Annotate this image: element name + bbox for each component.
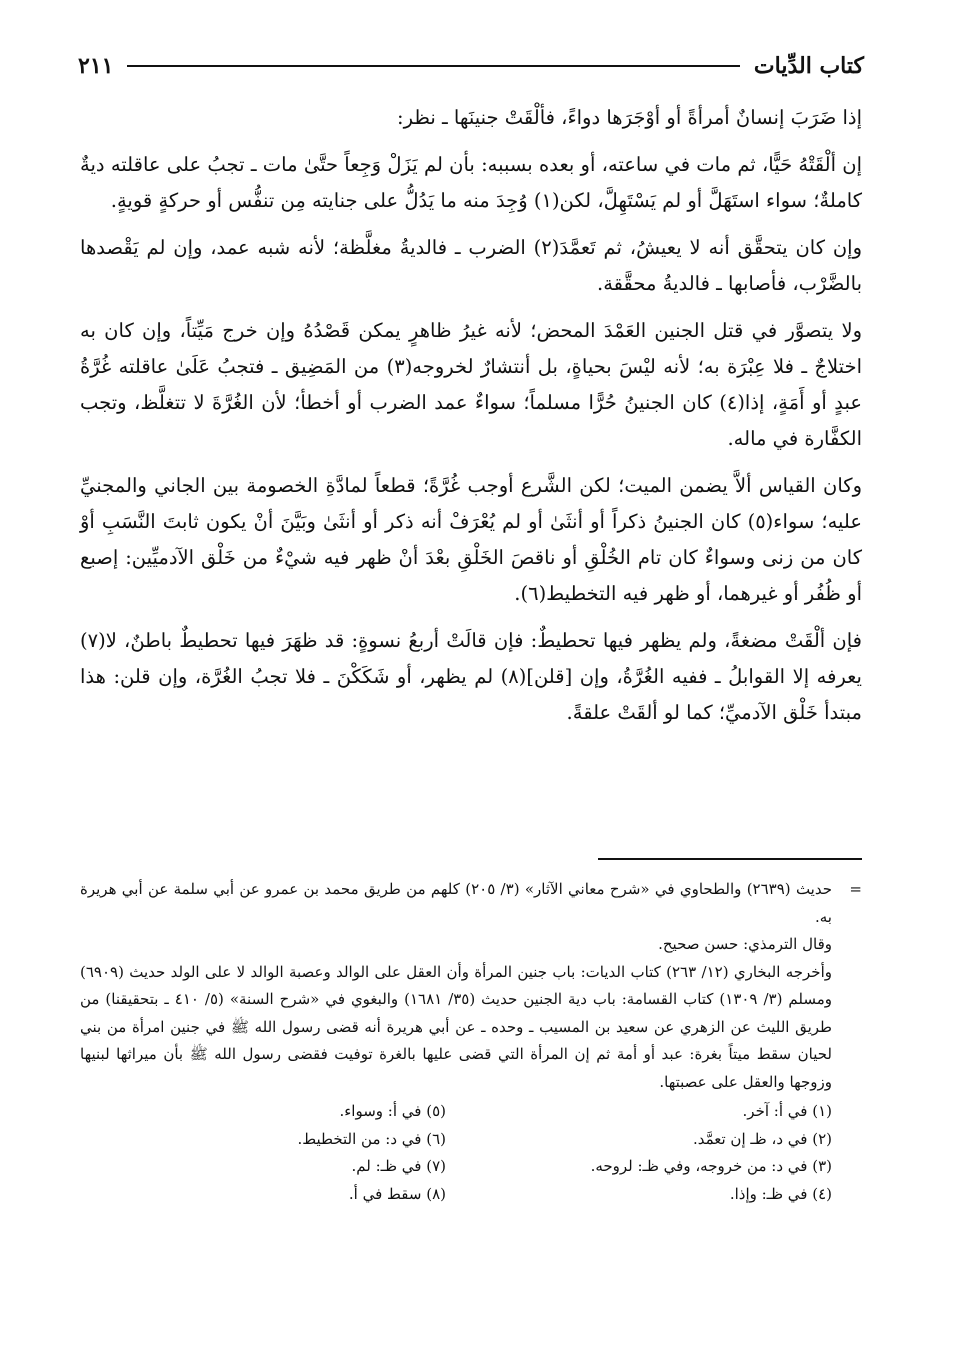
paragraph: وإن كان يتحقَّق أنه لا يعيشُ، ثم تَعمَّدَ(٢) الضرب ـ فالديةُ مغلَّظة؛ لأنه شبه عمد، وإن لم يَقْصدها بالضَّرْب، فأصابها ـ فالديةُ محقَّقة. — [80, 236, 862, 295]
continuation-mark: = — [849, 880, 862, 898]
chapter-title: كتاب الدِّيات — [753, 53, 864, 79]
paragraph: إذا ضَرَبَ إنسانٌ أمرأةً أو أوْجَرَها دواءً، فألْقَتْ جنينَها ـ نظر: — [397, 106, 862, 129]
footnote: (١) في أ: آخر. — [742, 1102, 832, 1120]
footnote: (٥) في أ: وسواء. — [339, 1102, 446, 1120]
paragraph: إن ألْقَتْهُ حَيًّا، ثم مات في ساعته، أو بعده بسببه: بأن لم يَزَلْ وَجِعاً حتَّىٰ مات ـ تجبُ على عاقلته ديةٌ كاملةٌ؛ سواء استَهَلَّ أو لم يَسْتَهِلَّ، لكن(١) وُجِدَ منه ما يَدُلُّ على جنايته مِن تنفُّس أو حركةٍ قويةٍ. — [80, 153, 862, 212]
note-continuation-text: حديث (٢٦٣٩) والطحاوي في «شرح معاني الآثار» (٣/ ٢٠٥) كلهم من طريق محمد بن عمرو عن أبي سلمة عن أبي هريرة به. — [80, 880, 832, 926]
paragraph: فإن ألْقَتْ مضغةً، ولم يظهر فيها تحطيطٌ: فإن قالَتْ أربعُ نسوةٍ: قد ظهَرَ فيها تحطيطٌ باطنٌ، لا(٧) يعرفه إلا القوابلُ ـ ففيه الغُرَّةُ، وإن [قلن](٨) لم يظهر، أو شَكَكْنَ ـ فلا تجبُ الغُرَّة، وإن قلن: هذا مبتدأ خَلْق الآدميِّ؛ كما لو ألقَتْ علقةً. — [80, 629, 862, 724]
note-continuation — [80, 876, 862, 931]
header-rule — [127, 65, 739, 67]
paragraph: ولا يتصوَّر في قتل الجنين العَمْدَ المحض؛ لأنه غيرُ ظاهرٍ يمكن قَصْدُهُ وإن خرج مَيِّتاً، وإن كان به اختلاجٌ ـ فلا عِبْرَة به؛ لأنه ليْسَ بحياةٍ، بل أنتشارٌ لخروجه(٣) من المَضِيق ـ فتجبُ عَلَىٰ عاقلته غُرَّةُ عبدٍ أو أَمَةٍ، إذا(٤) كان الجنينُ حُرًّا مسلماً؛ سواءٌ عمد الضرب أو أخطأ؛ لأن الغُرَّةَ لا تتغلَّظ، وتجب الكفَّارة في ماله. — [80, 319, 862, 450]
footnote: (٧) في ظـ: لم. — [351, 1157, 446, 1175]
note-takhrij: وأخرجه البخاري (١٢/ ٢٦٣) كتاب الديات: باب جنين المرأة وأن العقل على الوالد وعصبة الوالد لا على الولد حديث (٦٩٠٩) ومسلم (٣/ ١٣٠٩) كتاب القسامة: باب دية الجنين حديث (٣٥/ ١٦٨١) والبغوي في «شرح السنة» (٥/ ٤١٠ ـ بتحقيقنا) من طريق الليث عن الزهري عن سعيد بن المسيب ـ وحده ـ عن أبي هريرة أنه قضى رسول الله ﷺ في جنين امرأة من بني لحيان سقط ميتاً بغرة: عبد أو أمة ثم إن المرأة التي قضى عليها بالغرة توفيت فقضى رسول الله ﷺ بأن ميراثها لبنيها وزوجها والعقل على عصبتها. — [80, 962, 832, 1091]
footnote: (٨) سقط في أ. — [348, 1184, 446, 1203]
footnote-separator — [598, 858, 862, 860]
main-text — [80, 100, 862, 742]
footnotes-area — [80, 876, 862, 1208]
paragraph: وكان القياس ألاَّ يضمن الميت؛ لكن الشَّرع أوجب غُرَّةً؛ قطعاً لمادَّةِ الخصومة بين الجاني والمجنيِّ عليه؛ سواء(٥) كان الجنينُ ذكراً أو أنثَىٰ أو لم يُعْرَفْ أنه ذكر أو أنثَىٰ وبَيَّنَ أنْ يكون ثابتَ النَّسَبِ أوْ كان من زنى وسواءٌ كان تام الخُلْقِ أو ناقصَ الخَلْقِ بعْدَ أنْ ظهر فيه شيْءٌ من خَلْق الآدميِّين: إصبع أو ظُفُر أو غيرهما، أو ظهر فيه التخطيط(٦). — [80, 474, 862, 605]
footnote-list — [80, 1098, 862, 1208]
footnote: (٣) في د: من خروجه، وفي ظـ: لروحه. — [590, 1157, 832, 1175]
running-header — [78, 48, 864, 84]
footnote: (٢) في د، ظـ إن تعمَّد. — [692, 1129, 832, 1148]
page-number: ٢١١ — [78, 53, 114, 79]
note-tirmidhi: وقال الترمذي: حسن صحيح. — [658, 935, 832, 953]
footnote: (٤) في ظـ: وإذا. — [729, 1184, 832, 1203]
footnote: (٦) في د: من التخطيط. — [297, 1129, 446, 1148]
